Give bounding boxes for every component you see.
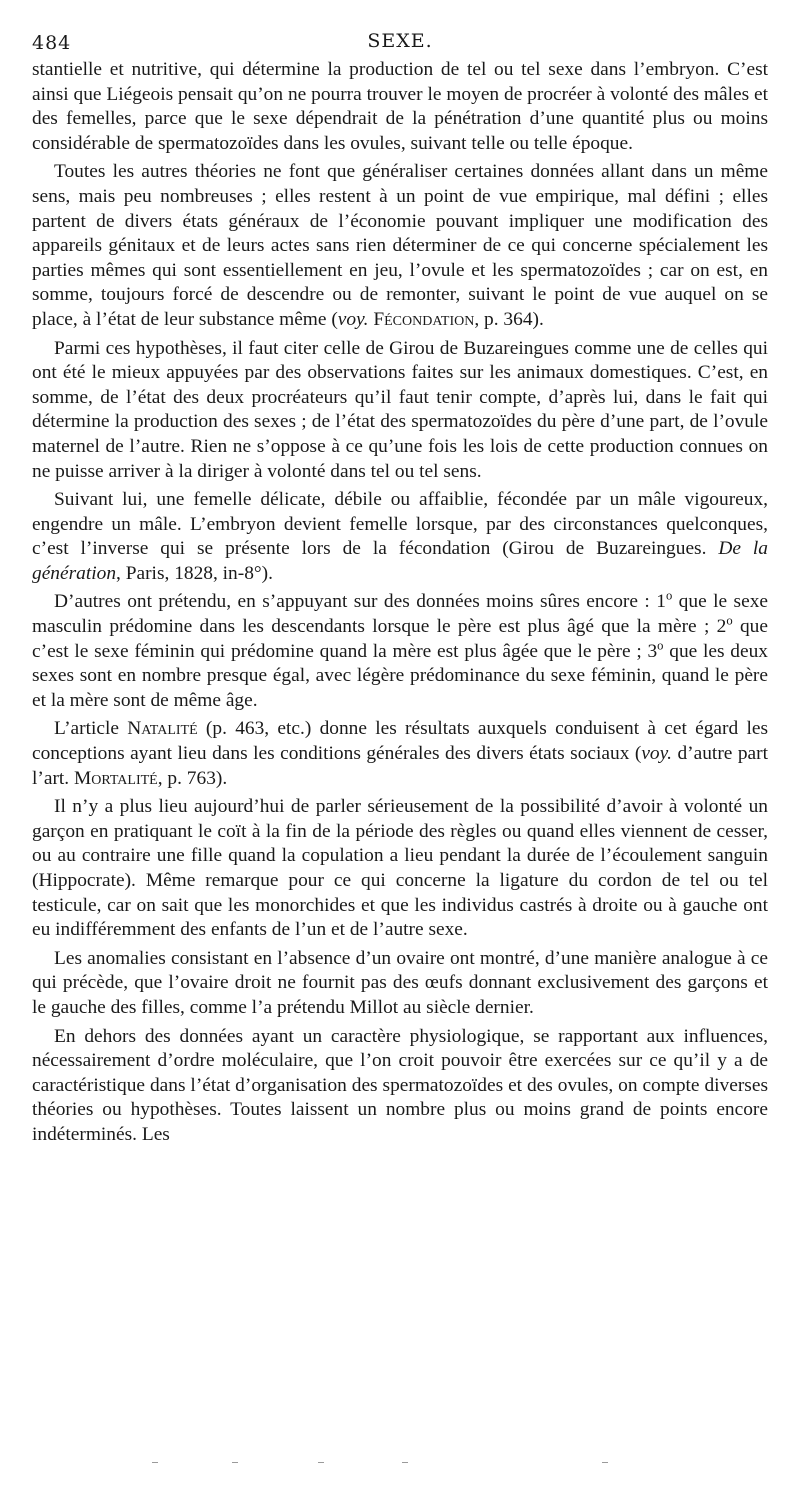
body-text [32,58,768,1148]
text-italic: voy. [641,743,673,765]
text-smallcaps: Fécondation [373,308,475,330]
text-segment: (p. 463, etc.) donne les résultats auxquels conduisent à cet égard les conceptions ayant lieu dans les conditions générales des divers états sociaux ( [32,718,768,765]
print-speck [602,1462,608,1463]
paragraph-p2 [32,160,768,332]
text-segment: Parmi ces hypothèses, il faut citer celle de Girou de Buzareingues comme une de celles qui ont été le mieux appuyées par des observations faites sur les animaux domestiques. C’est, en somme, de l’état des deux procréateurs qu’il faut tenir compte, d’après lui, dans le fait qui détermine la production des sexes ; de l’état des spermatozoïdes du père d’une part, de l’ovule maternel de l’autre. Rien ne s’oppose à ce qu’une fois les lois de cette production connues on ne puisse arriver à la diriger à volonté dans tel ou tel sens. [32,337,768,482]
text-sup: o [665,589,673,603]
page-bottom-margin [0,1462,800,1470]
text-smallcaps: Mortalité [74,767,158,789]
text-segment: L’article [54,718,128,740]
page-number: 484 [32,32,72,54]
text-sup: o [657,638,664,653]
print-speck [152,1462,158,1463]
text-segment: , Paris, 1828, in-8°). [116,562,273,584]
text-segment: Les anomalies consistant en l’absence d’un ovaire ont montré, d’une manière analogue à ce qui précède, que l’ovaire droit ne fournit pas des œufs donnant exclusivement des garçons et le gauche des filles, comme l’a prétendu Millot au siècle dernier. [32,947,768,1018]
print-speck [318,1462,324,1463]
paragraph-p9 [32,1025,768,1148]
text-segment: que le sexe masculin prédomine dans les descendants lorsque le père est plus âgé que la mère ; 2 [32,591,769,638]
text-segment: , p. 763). [157,767,228,789]
text-segment: Suivant lui, une femelle délicate, débile ou affaiblie, fécondée par un mâle vigoureux, engendre un mâle. L’embryon devient femelle lorsque, par des circonstances quelconques, c’est l’inverse qui se présente lors de la fécondation (Girou de Buzareingues. [32,489,768,560]
text-italic: voy. [337,308,369,330]
text-segment: Toutes les autres théories ne font que généraliser certaines données allant dans un même sens, mais peu nombreuses ; elles restent à un point de vue empirique, mal défini ; elles partent de divers états généraux de l’économie pouvant impliquer une modification des appareils génitaux et de leurs actes sans rien déterminer de ce qui concerne spécialement les parties mêmes qui sont essentiellement en jeu, l’ovule et les spermatozoïdes ; car on est, en somme, toujours forcé de descendre ou de remonter, suivant le point de vue auquel on se place, à l’état de leur substance même ( [32,161,768,330]
text-segment: d’autre part l’art. [32,743,768,789]
text-segment: que les deux sexes sont en nombre presque égal, avec légère prédominance du sexe féminin, quand le père et la mère sont de même âge. [32,640,768,711]
text-segment: que c’est le sexe féminin qui prédomine quand la mère est plus âgée que le père ; 3 [32,616,768,662]
paragraph-p6 [32,717,768,791]
running-title: SEXE. [367,30,433,52]
paragraph-p5 [32,590,768,713]
paragraph-p4 [32,488,768,586]
text-italic: De la génération [32,538,768,584]
text-segment: , p. 364). [474,308,544,330]
text-segment: En dehors des données ayant un caractère physiologique, se rapportant aux influences, nécessairement d’ordre moléculaire, que l’on croit pouvoir être exercées sur ce qu’il y a de caractéristique dans l’état d’organisation des spermatozoïdes et des ovules, on compte diverses théories ou hypothèses. Toutes laissent un nombre plus ou moins grand de points encore indéterminés. Les [32,1025,768,1145]
text-segment: stantielle et nutritive, qui détermine la production de tel ou tel sexe dans l’embryon. C’est ainsi que Liégeois pensait qu’on ne pourra trouver le moyen de procréer à volonté des mâles et des femelles, parce que le sexe dépendrait de la pénétration d’une quantité plus ou moins considérable de spermatozoïdes dans les ovules, suivant telle ou telle époque. [32,59,768,154]
text-segment: D’autres ont prétendu, en s’appuyant sur des données moins sûres encore : 1 [54,591,666,613]
text-sup: o [726,613,733,628]
paragraph-p8 [32,947,768,1021]
running-head [32,28,768,58]
paragraph-p7 [32,795,768,943]
print-speck [232,1462,238,1463]
paragraph-p3 [32,337,768,485]
print-speck [402,1462,408,1463]
paragraph-p1 [32,58,768,156]
text-segment: Il n’y a plus lieu aujourd’hui de parler sérieusement de la possibilité d’avoir à volonté un garçon en pratiquant le coït à la fin de la période des règles ou quand elles viennent de cesser, ou au contraire une fille quand la copulation a lieu pendant la durée de l’écoulement sanguin (Hippocrate). Même remarque pour ce qui concerne la ligature du cordon de tel ou tel testicule, car on sait que les monorchides et que les individus castrés à droite ou à gauche ont eu indifféremment des enfants de l’un et de l’autre sexe. [32,796,768,941]
text-smallcaps: Natalité [127,718,198,740]
